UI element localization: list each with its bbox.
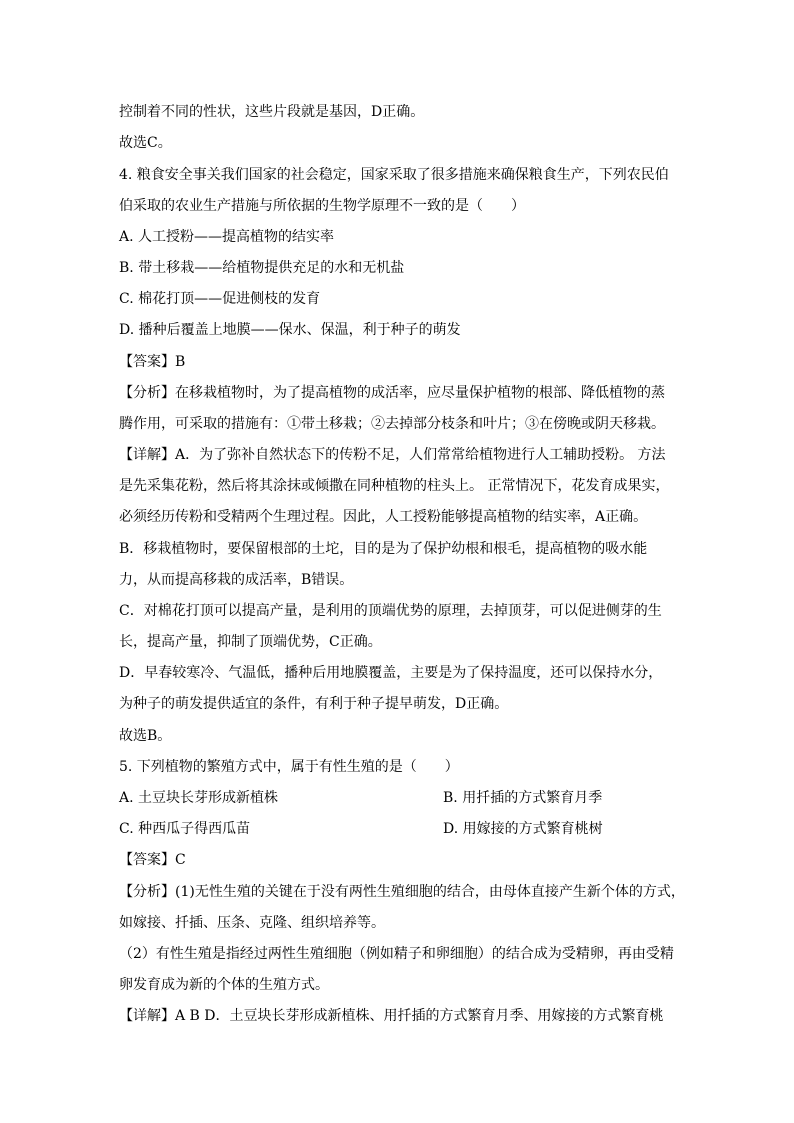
analysis-text: 如嫁接、扦插、压条、克隆、组织培养等。 (119, 915, 385, 931)
question-5-option-b: B. 用扦插的方式繁育月季 (443, 790, 603, 806)
analysis-text: 【分析】在移栽植物时，为了提高植物的成活率，应尽量保护植物的根部、降低植物的蒸 (119, 385, 665, 401)
question-4-option-a: A. 人工授粉——提高植物的结实率 (119, 229, 335, 245)
question-5-option-c: C. 种西瓜子得西瓜苗 (119, 821, 251, 837)
explanation-text: B．移栽植物时，要保留根部的土坨，目的是为了保护幼根和根毛，提高植物的吸水能 (119, 541, 648, 557)
text-line: 故选B。 (119, 728, 172, 744)
answer-label: 【答案】B (119, 354, 186, 370)
question-4-stem: 伯采取的农业生产措施与所依据的生物学原理不一致的是（ ） (119, 198, 525, 214)
question-4-option-d: D. 播种后覆盖上地膜——保水、保温，利于种子的萌发 (119, 322, 461, 338)
analysis-text: 卵发育成为新的个体的生殖方式。 (119, 977, 329, 993)
question-5-option-d: D. 用嫁接的方式繁育桃树 (443, 821, 603, 837)
explanation-text: 【详解】A．为了弥补自然状态下的传粉不足，人们常常给植物进行人工辅助授粉。 方法 (119, 447, 666, 463)
explanation-text: 是先采集花粉，然后将其涂抹或倾撒在同种植物的柱头上。 正常情况下，花发育成果实， (119, 478, 670, 494)
question-4-option-b: B. 带土移栽——给植物提供充足的水和无机盐 (119, 260, 405, 276)
question-5-option-a: A. 土豆块长芽形成新植株 (119, 790, 279, 806)
analysis-text: （2）有性生殖是指经过两性生殖细胞（例如精子和卵细胞）的结合成为受精卵，再由受精 (119, 946, 674, 962)
explanation-text: C．对棉花打顶可以提高产量，是利用的顶端优势的原理，去掉顶芽，可以促进侧芽的生 (119, 603, 662, 619)
explanation-text: 【详解】A B D．土豆块长芽形成新植株、用扦插的方式繁育月季、用嫁接的方式繁育桃 (119, 1008, 664, 1024)
explanation-text: 必须经历传粉和受精两个生理过程。因此，人工授粉能够提高植物的结实率，A正确。 (119, 509, 648, 525)
question-4-option-c: C. 棉花打顶——促进侧枝的发育 (119, 291, 321, 307)
question-5-stem: 5. 下列植物的繁殖方式中，属于有性生殖的是（ ） (119, 759, 459, 775)
explanation-text: 力，从而提高移栽的成活率，B错误。 (119, 572, 354, 588)
text-line: 控制着不同的性状，这些片段就是基因，D正确。 (119, 104, 425, 120)
text-line: 故选C。 (119, 135, 172, 151)
answer-label: 【答案】C (119, 852, 186, 868)
analysis-text: 【分析】(1)无性生殖的关键在于没有两性生殖细胞的结合，由母体直接产生新个体的方式， (119, 884, 685, 900)
explanation-text: 为种子的萌发提供适宜的条件，有利于种子提早萌发，D正确。 (119, 696, 509, 712)
explanation-text: D．早春较寒冷、气温低，播种后用地膜覆盖，主要是为了保持温度，还可以保持水分， (119, 665, 663, 681)
question-4-stem: 4. 粮食安全事关我们国家的社会稳定，国家采取了很多措施来确保粮食生产，下列农民伯 (119, 167, 669, 183)
analysis-text: 腾作用，可采取的措施有：①带土移栽；②去掉部分枝条和叶片；③在傍晚或阴天移栽。 (119, 416, 665, 432)
explanation-text: 长，提高产量，抑制了顶端优势，C正确。 (119, 634, 382, 650)
